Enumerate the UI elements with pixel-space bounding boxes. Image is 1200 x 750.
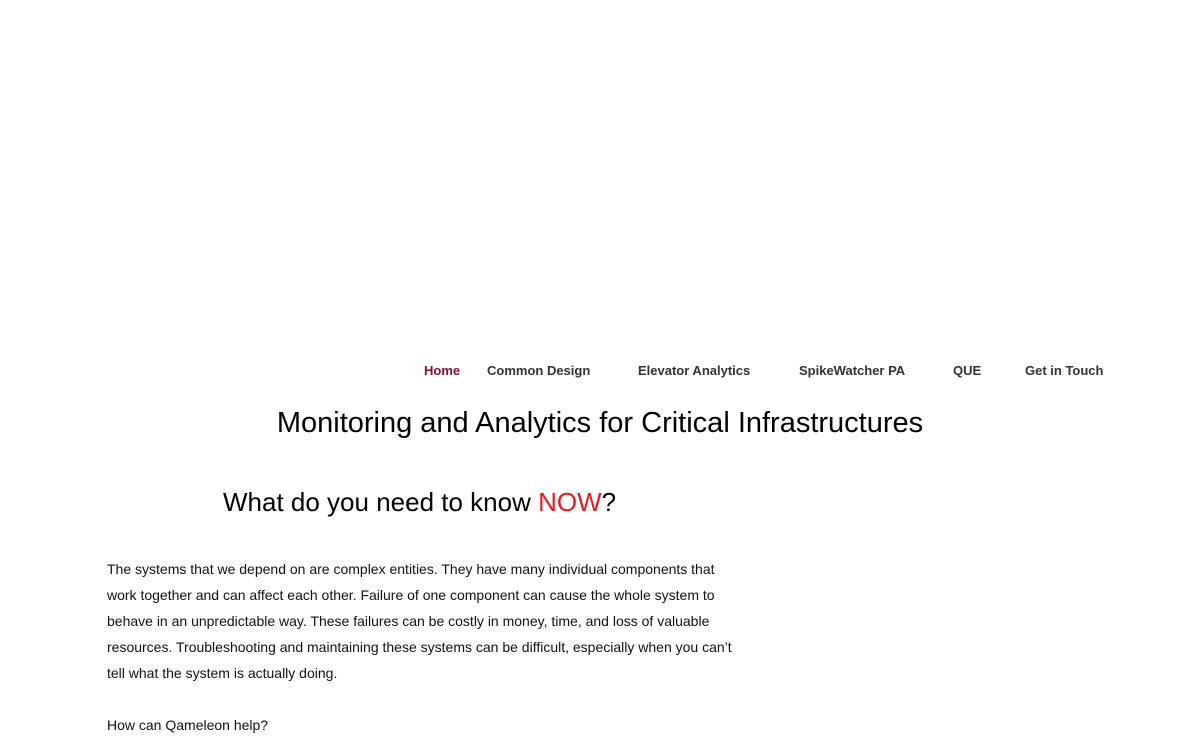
section-headline [223, 486, 616, 518]
nav-item-home[interactable]: Home [424, 363, 461, 378]
header-banner-area [0, 0, 1200, 345]
nav-item-elevator-analytics[interactable]: Elevator Analytics [638, 363, 751, 378]
page-title: Monitoring and Analytics for Critical Infrastructures [276, 407, 924, 439]
headline-suffix: ? [601, 487, 617, 517]
nav-item-spikewatcher-pa[interactable]: SpikeWatcher PA [799, 363, 906, 378]
headline-accent: NOW [538, 487, 602, 517]
nav-item-common-design[interactable]: Common Design [487, 363, 591, 378]
main-navigation [0, 362, 1200, 380]
nav-item-que[interactable]: QUE [953, 363, 982, 378]
help-question: How can Qameleon help? [107, 717, 269, 733]
headline-prefix: What do you need to know [223, 487, 539, 517]
intro-paragraph: The systems that we depend on are complex entities. They have many individual components that work together and can affect each other. Failure of one component can cause the whole system to behave in an unpredictable way. These failures can be costly in money, time, and loss of valuable resources. Troubleshooting and maintaining these systems can be difficult, especially when you can’t tell what the system is actually doing. [107, 561, 732, 681]
nav-item-get-in-touch[interactable]: Get in Touch [1025, 363, 1104, 378]
